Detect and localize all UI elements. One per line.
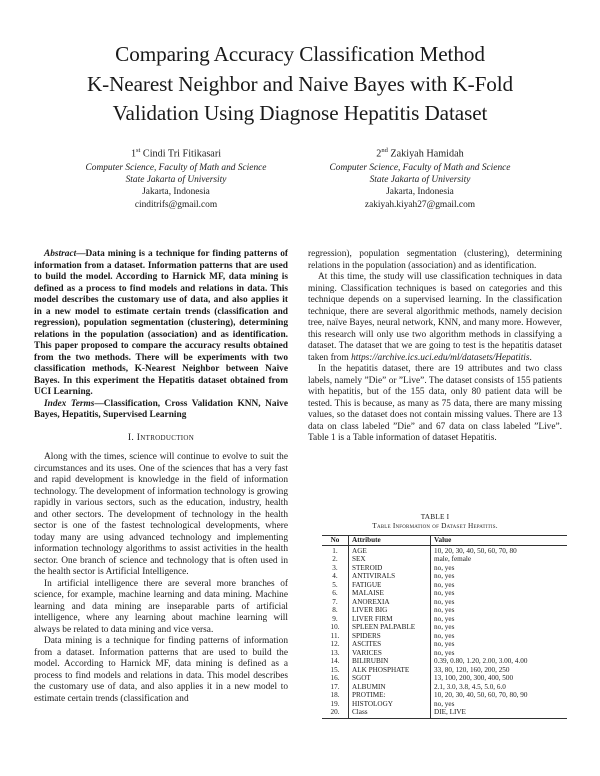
cell-attribute: VARICES — [349, 649, 431, 658]
table-row — [322, 657, 567, 666]
cell-attribute: ANOREXIA — [349, 598, 431, 607]
right-column — [308, 249, 562, 445]
cell-no: 6. — [332, 589, 338, 597]
cell-attribute: ASCITES — [349, 640, 431, 649]
table-row — [322, 555, 567, 564]
cell-attribute: FATIGUE — [349, 581, 431, 590]
cell-no: 1. — [332, 546, 338, 555]
cell-value: 10, 20, 30, 40, 50, 60, 70, 80, 90 — [431, 691, 568, 700]
table-row — [322, 564, 567, 573]
cell-no: 2. — [332, 555, 338, 563]
intro-paragraph: Data mining is a technique for finding patterns of information from a dataset. Information patterns that are used to build the model. According to Harnick MF, data mining is defined as a process to find models and relations in data. This model describes the customary use of data, and also applies it in a new model to estimate certain trends (classification and — [34, 636, 288, 704]
cell-no: 15. — [330, 665, 340, 674]
author-email: zakiyah.kiyah27@gmail.com — [364, 199, 476, 210]
abstract: Abstract—Data mining is a technique for finding patterns of information from a dataset. Information patterns that are used to build the model. According to Harnick MF, data mining is defined as a process to find models and relations in data. This model describes the customary use of data, and also applies it in a new model to estimate certain trends (classification and regression), population segmentation (clustering), determining relations in the population (association) and as identification. This paper proposed to compare the accuracy results obtained from the two methods. There will be experiments with two classification methods, K-Nearest Neighbor between Naive Bayes. In this experiment the Hepatitis dataset obtained from UCI Learning. — [34, 249, 288, 397]
author-name: 2nd Zakiyah Hamidah — [376, 147, 464, 160]
cell-attribute: MALAISE — [349, 589, 431, 598]
table-row — [322, 589, 567, 598]
table-row — [322, 674, 567, 683]
cell-attribute: LIVER BIG — [349, 606, 431, 615]
table-row — [322, 581, 567, 590]
table-row — [322, 632, 567, 641]
intro-paragraph: Along with the times, science will continue to evolve to suit the circumstances and its uses. One of the sciences that has a very fast and rapid development is knowledge in the field of information technology. The development of information technology is growing rapidly in various sectors, such as the education, industry, health and other sectors. The development of technology in the health sector is one of the fastest technological developments, where today many are using advanced technology and implementing information technology algorithms to assist activities in the health sector. One branch of science and technology that is often used in the health sector is Artificial Intelligence. — [34, 452, 288, 577]
cell-attribute: SEX — [349, 555, 431, 564]
dataset-table — [322, 535, 567, 719]
author-block-1 — [56, 145, 296, 211]
table-row — [322, 700, 567, 709]
cell-attribute: SPIDERS — [349, 632, 431, 641]
cell-no: 19. — [330, 699, 340, 708]
table-row — [322, 572, 567, 581]
header-no: No — [322, 536, 349, 546]
cell-value: no, yes — [431, 572, 568, 581]
table-row — [322, 691, 567, 700]
table-row — [322, 615, 567, 624]
cell-value: no, yes — [431, 615, 568, 624]
cell-value: no, yes — [431, 598, 568, 607]
cell-value: no, yes — [431, 606, 568, 615]
header-attribute: Attribute — [349, 536, 431, 546]
author-university: State Jakarta of University — [125, 174, 227, 185]
cell-value: no, yes — [431, 589, 568, 598]
cell-value: 0.39, 0.80, 1.20, 2.00, 3.00, 4.00 — [431, 657, 568, 666]
author-city: Jakarta, Indonesia — [386, 187, 454, 198]
table-label: TABLE I — [420, 512, 450, 521]
cell-value: no, yes — [431, 700, 568, 709]
table-row — [322, 640, 567, 649]
cell-value: no, yes — [431, 623, 568, 632]
section-heading: I. Introduction — [127, 431, 195, 443]
paper-title — [30, 40, 570, 129]
author-university: State Jakarta of University — [369, 174, 471, 185]
author-affiliation: Computer Science, Faculty of Math and Science — [85, 162, 267, 173]
cell-attribute: LIVER FIRM — [349, 615, 431, 624]
title-line: Comparing Accuracy Classification Method — [115, 42, 485, 66]
intro-paragraph: In artificial intelligence there are several more branches of science, for example, machine learning and data mining. Machine learning and data mining are inseparable parts of artificial intelligence, where any learning about machine learning will always be related to data mining and vice versa. — [34, 578, 288, 635]
left-column — [34, 249, 288, 705]
table-row — [322, 666, 567, 675]
cell-no: 16. — [330, 674, 340, 682]
cell-no: 9. — [332, 614, 338, 623]
table-row — [322, 649, 567, 658]
cell-attribute: ALBUMIN — [349, 683, 431, 692]
cell-attribute: SPLEEN PALPABLE — [349, 623, 431, 632]
cell-no: 8. — [332, 606, 338, 614]
cell-no: 4. — [332, 572, 338, 580]
dataset-url[interactable]: https://archive.ics.uci.edu/ml/datasets/Hepatitis — [351, 352, 530, 363]
author-block-2 — [300, 145, 540, 211]
cell-value: 2.1, 3.0, 3.8, 4.5, 5.0, 6.0 — [431, 683, 568, 692]
cell-no: 13. — [330, 648, 340, 657]
cell-no: 20. — [322, 708, 349, 718]
cell-attribute: BILIRUBIN — [349, 657, 431, 666]
table-header-row — [322, 536, 567, 546]
cell-attribute: STEROID — [349, 564, 431, 573]
cell-value: male, female — [431, 555, 568, 564]
cell-no: 10. — [330, 623, 340, 631]
cell-attribute: PROTIME: — [349, 691, 431, 700]
index-terms: Index Terms—Classification, Cross Validation KNN, Naive Bayes, Hepatitis, Supervised Learning — [34, 398, 288, 420]
table-row — [322, 708, 567, 718]
table-caption — [308, 512, 562, 530]
cell-value: no, yes — [431, 640, 568, 649]
cell-no: 14. — [330, 657, 340, 665]
title-line: K-Nearest Neighbor and Naive Bayes with K-Fold — [86, 71, 514, 96]
cell-value: no, yes — [431, 581, 568, 590]
cell-value: 10, 20, 30, 40, 50, 60, 70, 80 — [431, 545, 568, 555]
cell-no: 11. — [330, 631, 340, 640]
table-title: Table Information of Dataset Hepatitis. — [372, 521, 498, 530]
cell-no: 12. — [330, 640, 340, 648]
header-value: Value — [431, 536, 568, 546]
table-row — [322, 683, 567, 692]
cell-attribute: SGOT — [349, 674, 431, 683]
table-row — [322, 545, 567, 555]
cell-no: 17. — [330, 682, 340, 691]
cell-value: 13, 100, 200, 300, 400, 500 — [431, 674, 568, 683]
cell-no: 3. — [332, 563, 338, 572]
continued-paragraph: regression), population segmentation (clustering), determining relations in the population (association) and as identification. — [308, 249, 562, 271]
author-name: 1st Cindi Tri Fitikasari — [130, 147, 222, 160]
cell-value: DIE, LIVE — [431, 708, 568, 718]
table-row — [322, 598, 567, 607]
cell-no: 5. — [332, 580, 338, 589]
author-city: Jakarta, Indonesia — [142, 187, 210, 198]
cell-attribute: HISTOLOGY — [349, 700, 431, 709]
table-row — [322, 623, 567, 632]
cell-no: 18. — [330, 691, 340, 699]
body-paragraph: At this time, the study will use classification techniques in data mining. Classification techniques is based on categories and this technique depends on a supervised learning. In the classification technique, there are several algorithmic methods, namely decision tree, naïve Bayes, neural network, KNN, and many more. However, this research will only use two algorithm methods in classifying a dataset. The dataset that we are going to test is the hepatitis dataset taken from https://archive.ics.uci.edu/ml/datasets/Hepatitis. — [308, 272, 562, 363]
title-line: Validation Using Diagnose Hepatitis Dataset — [112, 101, 488, 125]
cell-attribute: Class — [349, 708, 431, 718]
cell-value: 33, 80, 120, 160, 200, 250 — [431, 666, 568, 675]
author-email: cinditrifs@gmail.com — [134, 199, 218, 210]
cell-attribute: ALK PHOSPHATE — [349, 666, 431, 675]
cell-value: no, yes — [431, 649, 568, 658]
author-affiliation: Computer Science, Faculty of Math and Science — [329, 162, 511, 173]
cell-attribute: ANTIVIRALS — [349, 572, 431, 581]
cell-value: no, yes — [431, 632, 568, 641]
body-paragraph: In the hepatitis dataset, there are 19 attributes and two class labels, namely ”Die” or ”Live”. The dataset consists of 155 patients with hepatitis, but of the 155 data, only 80 patient data will be tested. This is because, as many as 75 data, there are many missing values, so the dataset does not contain missing values. There are 13 data on class labeled ”Die” and 67 data on class labeled ”Live”. Table 1 is a Table information of dataset Hepatitis. — [308, 364, 562, 443]
cell-no: 7. — [332, 597, 338, 606]
table-row — [322, 606, 567, 615]
cell-value: no, yes — [431, 564, 568, 573]
cell-attribute: AGE — [349, 545, 431, 555]
